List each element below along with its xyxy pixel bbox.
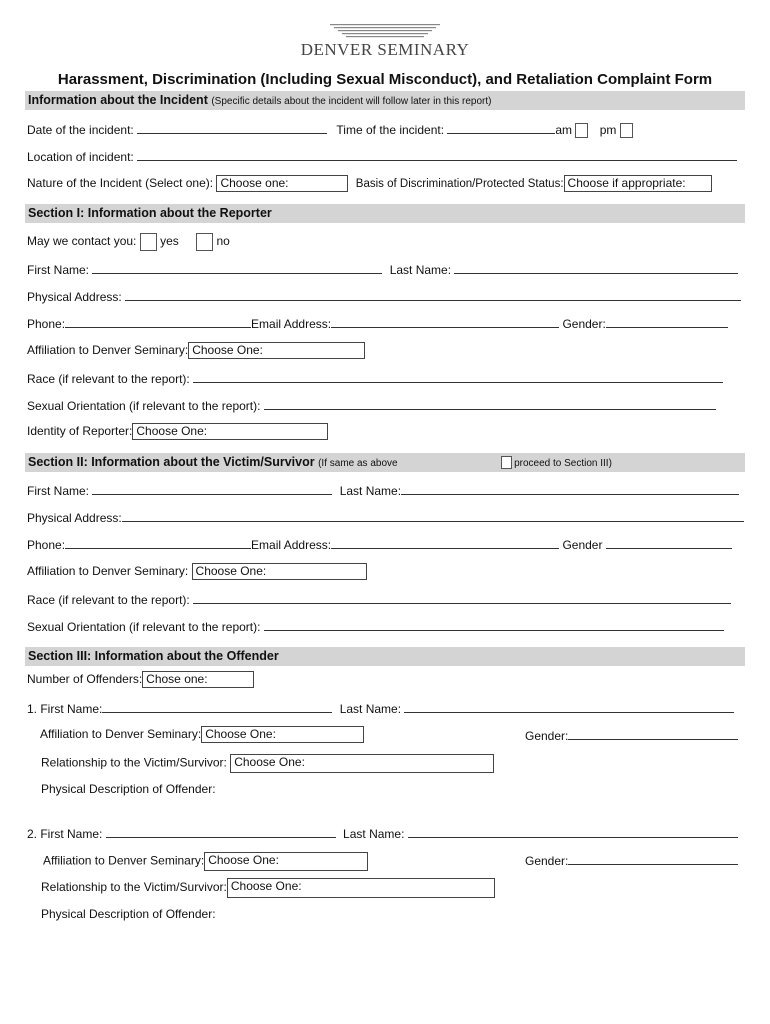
victim-orientation-row [27,618,724,635]
affiliation-label: Affiliation to Denver Seminary: [27,564,189,578]
relationship-select[interactable]: Choose One: [227,878,495,898]
victim-name-row [27,482,739,499]
date-field[interactable] [137,121,327,134]
reporter-race-row [27,370,723,387]
contact-label: May we contact you: [27,234,137,249]
affiliation-label: Affiliation to Denver Seminary: [43,853,205,868]
description-label: Physical Description of Offender: [41,907,216,921]
contact-row [27,233,230,251]
last-name-label: Last Name: [389,263,452,277]
race-label: Race (if relevant to the report): [27,372,190,386]
orientation-field[interactable] [264,397,716,410]
race-label: Race (if relevant to the report): [27,593,190,607]
last-name-field[interactable] [454,261,738,274]
victim-phone-row [27,536,732,553]
affiliation-select[interactable]: Choose One: [188,342,365,359]
offender-1-affiliation-row [40,726,364,743]
incident-date-row [27,121,633,138]
section-note-end: proceed to Section III) [514,458,612,469]
reporter-address-row [27,288,741,305]
phone-field[interactable] [65,536,251,549]
location-field[interactable] [137,148,737,161]
section-heading: Section III: Information about the Offender [28,649,279,663]
phone-field[interactable] [65,315,251,328]
gender-field[interactable] [606,536,732,549]
time-field[interactable] [447,121,555,134]
offender-1-gender-row [525,727,738,744]
address-label: Physical Address: [27,290,122,304]
location-label: Location of incident: [27,150,134,164]
offender-1-description-row [41,781,216,797]
first-name-field[interactable] [92,482,332,495]
basis-label: Basis of Discrimination/Protected Status: [355,178,564,190]
email-label: Email Address: [251,538,332,552]
section-note: (Specific details about the incident will follow later in this report) [211,96,492,107]
offender-1-relationship-row [41,754,494,773]
offender-2-relationship-row [41,878,495,898]
victim-address-row [27,509,744,526]
reporter-affiliation-row [27,342,365,359]
nature-select[interactable]: Choose one: [216,175,348,192]
last-name-field[interactable] [401,482,739,495]
affiliation-label: Affiliation to Denver Seminary: [27,343,189,357]
gender-field[interactable] [606,315,728,328]
reporter-name-row [27,261,738,278]
victim-affiliation-row [27,563,367,580]
identity-label: Identity of Reporter: [27,424,133,438]
first-name-label: 1. First Name: [27,702,103,716]
address-field[interactable] [122,509,744,522]
orientation-field[interactable] [264,618,724,631]
gender-label: Gender: [525,729,569,743]
first-name-field[interactable] [92,261,382,274]
affiliation-select[interactable]: Choose One: [201,726,364,743]
reporter-orientation-row [27,397,716,414]
offender-count-select[interactable]: Chose one: [142,671,254,688]
count-label: Number of Offenders: [27,672,143,686]
affiliation-label: Affiliation to Denver Seminary: [40,727,202,741]
reporter-phone-row [27,315,728,332]
section-note: (If same as above [318,458,398,469]
offender-1-name-row [27,700,734,717]
first-name-label: First Name: [27,484,90,498]
am-label: am [555,123,573,137]
phone-label: Phone: [27,538,66,552]
victim-race-row [27,591,731,608]
no-label: no [216,234,230,249]
relationship-label: Relationship to the Victim/Survivor: [41,880,227,895]
last-name-field[interactable] [404,700,734,713]
section-heading: Information about the Incident [28,93,208,107]
am-checkbox[interactable] [575,123,588,138]
last-name-label: Last Name: [339,702,402,716]
section-offender-header [25,647,745,666]
pm-checkbox[interactable] [620,123,633,138]
last-name-label: Last Name: [339,484,402,498]
description-label: Physical Description of Offender: [41,782,216,796]
section-heading: Section II: Information about the Victim/Survivor [28,455,315,469]
yes-label: yes [160,234,179,249]
email-label: Email Address: [251,317,332,331]
orientation-label: Sexual Orientation (if relevant to the report): [27,620,261,634]
section-incident-header [25,91,745,110]
email-field[interactable] [331,315,559,328]
offender-2-name-row [27,825,738,842]
section-heading: Section I: Information about the Reporter [28,206,272,220]
address-label: Physical Address: [27,511,122,525]
contact-no-checkbox[interactable] [196,233,213,251]
same-as-above-checkbox[interactable] [501,456,512,469]
offender-2-affiliation-row [43,852,368,871]
gender-label: Gender: [562,317,606,331]
nature-label: Nature of the Incident (Select one): [27,176,214,190]
orientation-label: Sexual Orientation (if relevant to the report): [27,399,261,413]
offender-2-description-row [41,906,216,922]
email-field[interactable] [331,536,559,549]
phone-label: Phone: [27,317,66,331]
logo [0,22,770,60]
pm-label: pm [599,123,617,137]
first-name-field[interactable] [102,700,332,713]
offender-2-gender-row [525,852,738,869]
incident-nature-row [27,175,712,192]
gender-field[interactable] [568,727,738,740]
first-name-label: First Name: [27,263,90,277]
gender-label: Gender: [525,854,569,868]
last-name-field[interactable] [408,825,738,838]
offender-count-row [27,671,254,688]
address-field[interactable] [125,288,741,301]
basis-select[interactable]: Choose if appropriate: [564,175,712,192]
gender-label: Gender [562,538,603,552]
affiliation-select[interactable]: Choose One: [204,852,368,871]
gender-field[interactable] [568,852,738,865]
form-title: Harassment, Discrimination (Including Sexual Misconduct), and Retaliation Complaint Form [57,71,713,88]
race-field[interactable] [193,591,731,604]
logo-text: DENVER SEMINARY [300,40,470,59]
last-name-label: Last Name: [343,827,405,841]
affiliation-select[interactable]: Choose One: [192,563,367,580]
first-name-field[interactable] [106,825,336,838]
incident-location-row [27,148,737,165]
date-label: Date of the incident: [27,123,134,137]
race-field[interactable] [193,370,723,383]
identity-select[interactable]: Choose One: [132,423,328,440]
section-reporter-header [25,204,745,223]
relationship-select[interactable]: Choose One: [230,754,494,773]
relationship-label: Relationship to the Victim/Survivor: [41,755,227,770]
contact-yes-checkbox[interactable] [140,233,157,251]
reporter-identity-row [27,423,328,440]
first-name-label: 2. First Name: [27,827,103,841]
section-victim-header [25,453,745,472]
time-label: Time of the incident: [336,123,445,137]
